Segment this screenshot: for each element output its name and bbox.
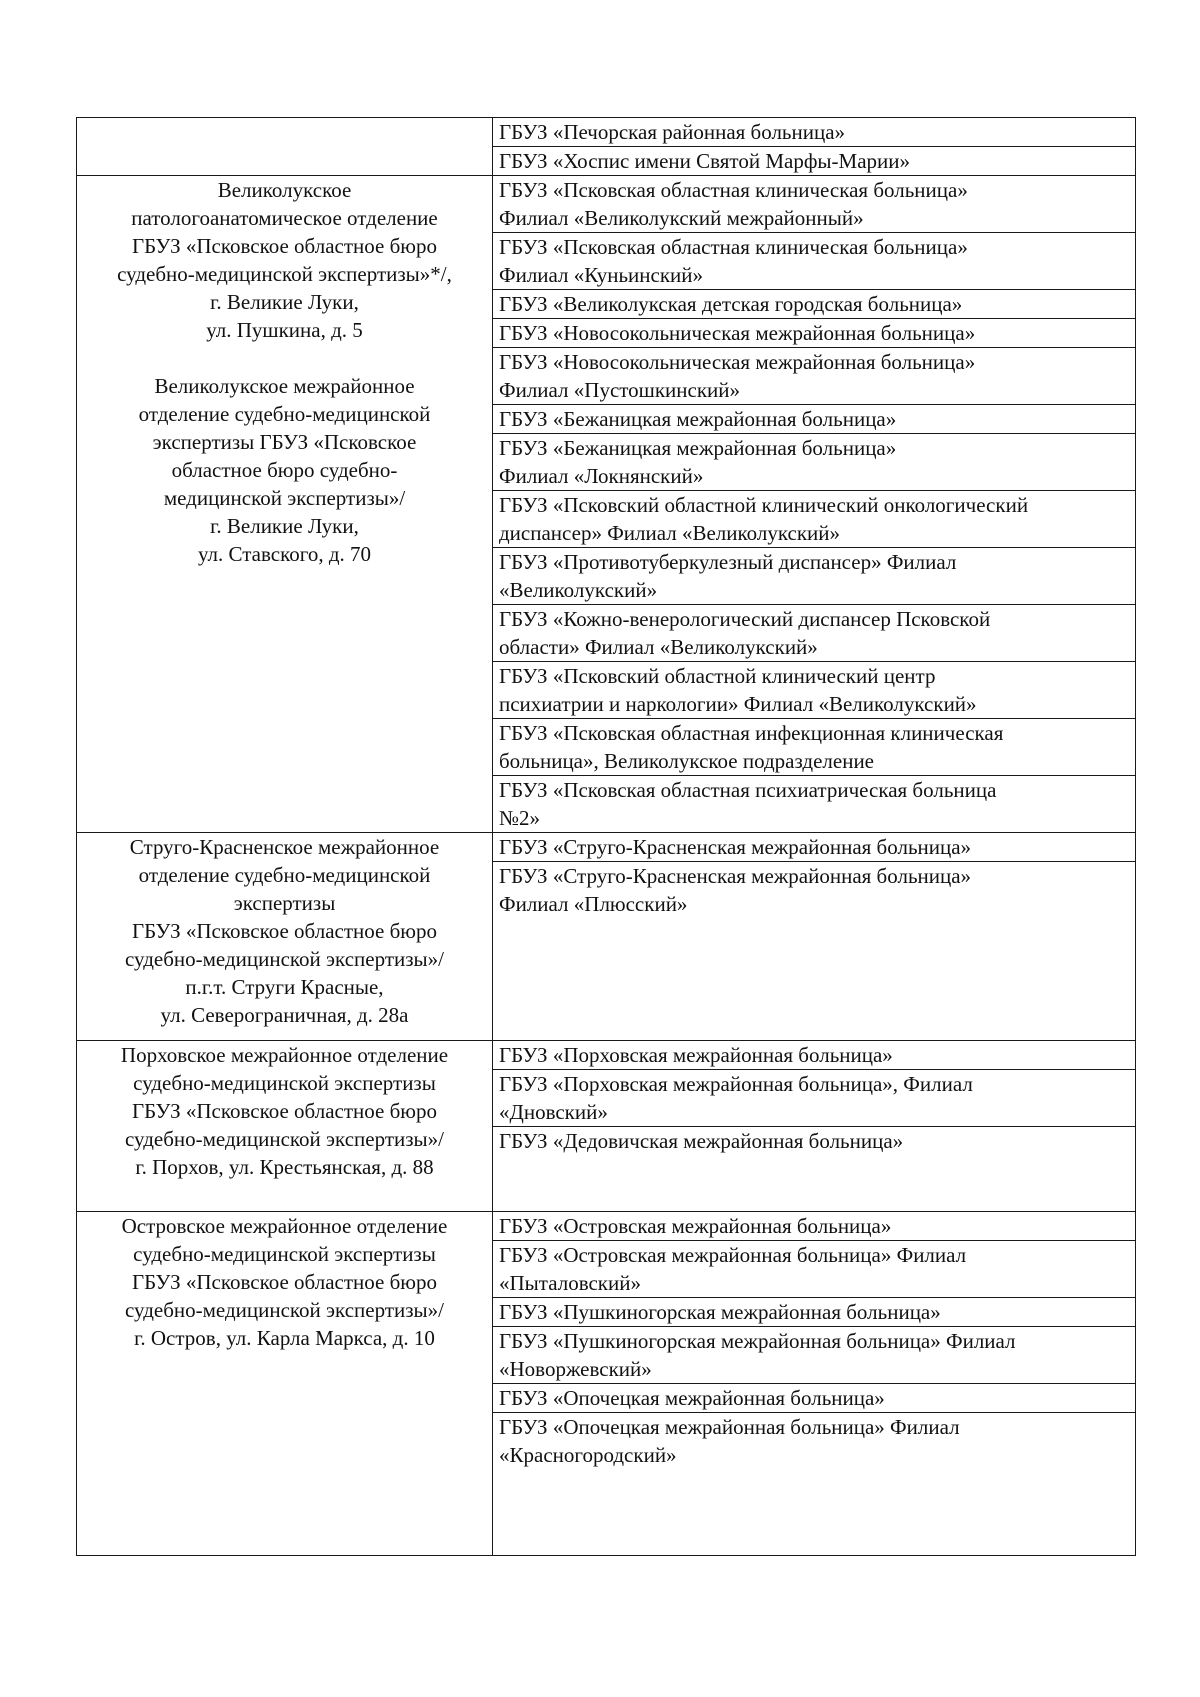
department-cell xyxy=(77,1212,493,1556)
institution-text-line: ГБУЗ «Великолукская детская городская больница» xyxy=(499,292,963,316)
institution-text-line: ГБУЗ «Псковская областная психиатрическая больница xyxy=(499,778,997,802)
institution-text-line: ГБУЗ «Опочецкая межрайонная больница» xyxy=(499,1386,885,1410)
institution-text-line: ГБУЗ «Псковская областная инфекционная клиническая xyxy=(499,721,1004,745)
institution-text-line: «Красногородский» xyxy=(499,1443,677,1467)
institution-cell xyxy=(493,1413,1136,1556)
institution-cell xyxy=(493,548,1136,605)
institution-cell xyxy=(493,1298,1136,1327)
institution-text-line: больница», Великолукское подразделение xyxy=(499,749,875,773)
department-text-line: судебно-медицинской экспертизы xyxy=(133,1071,436,1095)
department-text-line: г. Великие Луки, xyxy=(210,290,359,314)
department-text-line: экспертизы ГБУЗ «Псковское xyxy=(152,430,417,454)
department-cell xyxy=(77,1041,493,1212)
institution-text-line: Филиал «Плюсский» xyxy=(499,892,688,916)
institution-text-line: №2» xyxy=(499,806,541,830)
department-text-line: ГБУЗ «Псковское областное бюро xyxy=(132,1270,437,1294)
department-cell xyxy=(77,176,493,833)
institution-text-line: ГБУЗ «Пушкиногорская межрайонная больница» xyxy=(499,1300,941,1324)
institution-text-line: Филиал «Куньинский» xyxy=(499,263,704,287)
institution-text-line: ГБУЗ «Островская межрайонная больница» Филиал xyxy=(499,1243,967,1267)
department-text-line: отделение судебно-медицинской xyxy=(138,402,431,426)
institution-text-line: ГБУЗ «Струго-Красненская межрайонная больница» xyxy=(499,864,972,888)
institution-text-line: «Новоржевский» xyxy=(499,1357,652,1381)
institution-text-line: «Великолукский» xyxy=(499,578,658,602)
department-text-line: г. Великие Луки, xyxy=(210,514,359,538)
institution-text-line: ГБУЗ «Струго-Красненская межрайонная больница» xyxy=(499,835,972,859)
department-cell xyxy=(77,118,493,176)
institution-text-line: ГБУЗ «Пушкиногорская межрайонная больница» Филиал xyxy=(499,1329,1016,1353)
department-text-line: судебно-медицинской экспертизы»*/, xyxy=(117,262,452,286)
department-text-line: областное бюро судебно- xyxy=(171,458,398,482)
institution-cell xyxy=(493,862,1136,1041)
institution-text-line: психиатрии и наркологии» Филиал «Великолукский» xyxy=(499,692,977,716)
institution-cell xyxy=(493,1384,1136,1413)
table-row xyxy=(77,833,1136,862)
department-text-line: судебно-медицинской экспертизы xyxy=(133,1242,436,1266)
institution-cell xyxy=(493,662,1136,719)
institution-text-line: области» Филиал «Великолукский» xyxy=(499,635,818,659)
institution-text-line: «Дновский» xyxy=(499,1100,608,1124)
department-text-line: судебно-медицинской экспертизы»/ xyxy=(124,947,444,971)
institution-text-line: ГБУЗ «Псковская областная клиническая больница» xyxy=(499,178,968,202)
institution-cell xyxy=(493,491,1136,548)
institution-text-line: ГБУЗ «Кожно-венерологический диспансер Псковской xyxy=(499,607,991,631)
institution-text-line: Филиал «Локнянский» xyxy=(499,464,704,488)
institution-cell xyxy=(493,833,1136,862)
institution-cell xyxy=(493,605,1136,662)
department-text-line: патологоанатомическое отделение xyxy=(131,206,438,230)
institution-text-line: ГБУЗ «Порховская межрайонная больница», Филиал xyxy=(499,1072,973,1096)
institution-cell xyxy=(493,348,1136,405)
institution-text-line: Филиал «Великолукский межрайонный» xyxy=(499,206,864,230)
institution-text-line: ГБУЗ «Порховская межрайонная больница» xyxy=(499,1043,893,1067)
institution-cell xyxy=(493,1041,1136,1070)
institution-text-line: диспансер» Филиал «Великолукский» xyxy=(499,521,841,545)
institution-text-line: Филиал «Пустошкинский» xyxy=(499,378,741,402)
institution-text-line: ГБУЗ «Новосокольническая межрайонная больница» xyxy=(499,321,976,345)
institution-text-line: ГБУЗ «Островская межрайонная больница» xyxy=(499,1214,892,1238)
department-text-line: судебно-медицинской экспертизы»/ xyxy=(124,1127,444,1151)
institution-text-line: «Пыталовский» xyxy=(499,1271,641,1295)
institution-cell xyxy=(493,1070,1136,1127)
institution-text-line: ГБУЗ «Дедовичская межрайонная больница» xyxy=(499,1129,904,1153)
institution-text-line: ГБУЗ «Бежаницкая межрайонная больница» xyxy=(499,407,897,431)
institution-text-line: ГБУЗ «Опочецкая межрайонная больница» Филиал xyxy=(499,1415,960,1439)
institution-cell xyxy=(493,434,1136,491)
department-text-line: г. Остров, ул. Карла Маркса, д. 10 xyxy=(134,1326,435,1350)
department-text-line: ГБУЗ «Псковское областное бюро xyxy=(132,919,437,943)
institution-cell xyxy=(493,1241,1136,1298)
institution-cell xyxy=(493,1212,1136,1241)
department-text-line: медицинской экспертизы»/ xyxy=(163,486,406,510)
document-table xyxy=(76,117,1136,1556)
institution-cell xyxy=(493,776,1136,833)
department-text-line: Великолукское xyxy=(217,178,352,202)
department-text-line: ул. Северограничная, д. 28а xyxy=(160,1003,409,1027)
institution-cell xyxy=(493,176,1136,233)
institution-text-line: ГБУЗ «Бежаницкая межрайонная больница» xyxy=(499,436,897,460)
department-text-line: отделение судебно-медицинской xyxy=(138,863,431,887)
institution-cell xyxy=(493,118,1136,147)
institution-text-line: ГБУЗ «Новосокольническая межрайонная больница» xyxy=(499,350,976,374)
department-text-line: ул. Пушкина, д. 5 xyxy=(206,318,363,342)
institution-text-line: ГБУЗ «Псковский областной клинический онкологический xyxy=(499,493,1029,517)
institution-cell xyxy=(493,147,1136,176)
institution-text-line: ГБУЗ «Псковская областная клиническая больница» xyxy=(499,235,968,259)
department-text-line: г. Порхов, ул. Крестьянская, д. 88 xyxy=(135,1155,434,1179)
department-text-line: Островское межрайонное отделение xyxy=(121,1214,448,1238)
institution-cell xyxy=(493,290,1136,319)
institution-cell xyxy=(493,719,1136,776)
blank-line xyxy=(83,344,486,372)
department-text-line: Струго-Красненское межрайонное xyxy=(129,835,440,859)
department-text-line: Великолукское межрайонное xyxy=(154,374,415,398)
table-row xyxy=(77,1212,1136,1241)
department-text-line: ГБУЗ «Псковское областное бюро xyxy=(132,234,437,258)
institution-text-line: ГБУЗ «Печорская районная больница» xyxy=(499,120,846,144)
institution-text-line: ГБУЗ «Противотуберкулезный диспансер» Филиал xyxy=(499,550,957,574)
department-cell xyxy=(77,833,493,1041)
department-text-line: экспертизы xyxy=(233,891,336,915)
department-text-line: ГБУЗ «Псковское областное бюро xyxy=(132,1099,437,1123)
institution-cell xyxy=(493,233,1136,290)
institution-text-line: ГБУЗ «Псковский областной клинический центр xyxy=(499,664,936,688)
department-text-line: судебно-медицинской экспертизы»/ xyxy=(124,1298,444,1322)
table-row xyxy=(77,1041,1136,1070)
institution-text-line: ГБУЗ «Хоспис имени Святой Марфы-Марии» xyxy=(499,149,910,173)
institution-cell xyxy=(493,319,1136,348)
institution-cell xyxy=(493,1127,1136,1212)
department-text-line: ул. Ставского, д. 70 xyxy=(197,542,372,566)
department-text-line: п.г.т. Струги Красные, xyxy=(185,975,384,999)
institution-cell xyxy=(493,405,1136,434)
department-text-line: Порховское межрайонное отделение xyxy=(120,1043,449,1067)
table-row xyxy=(77,118,1136,147)
institution-cell xyxy=(493,1327,1136,1384)
table-row xyxy=(77,176,1136,233)
